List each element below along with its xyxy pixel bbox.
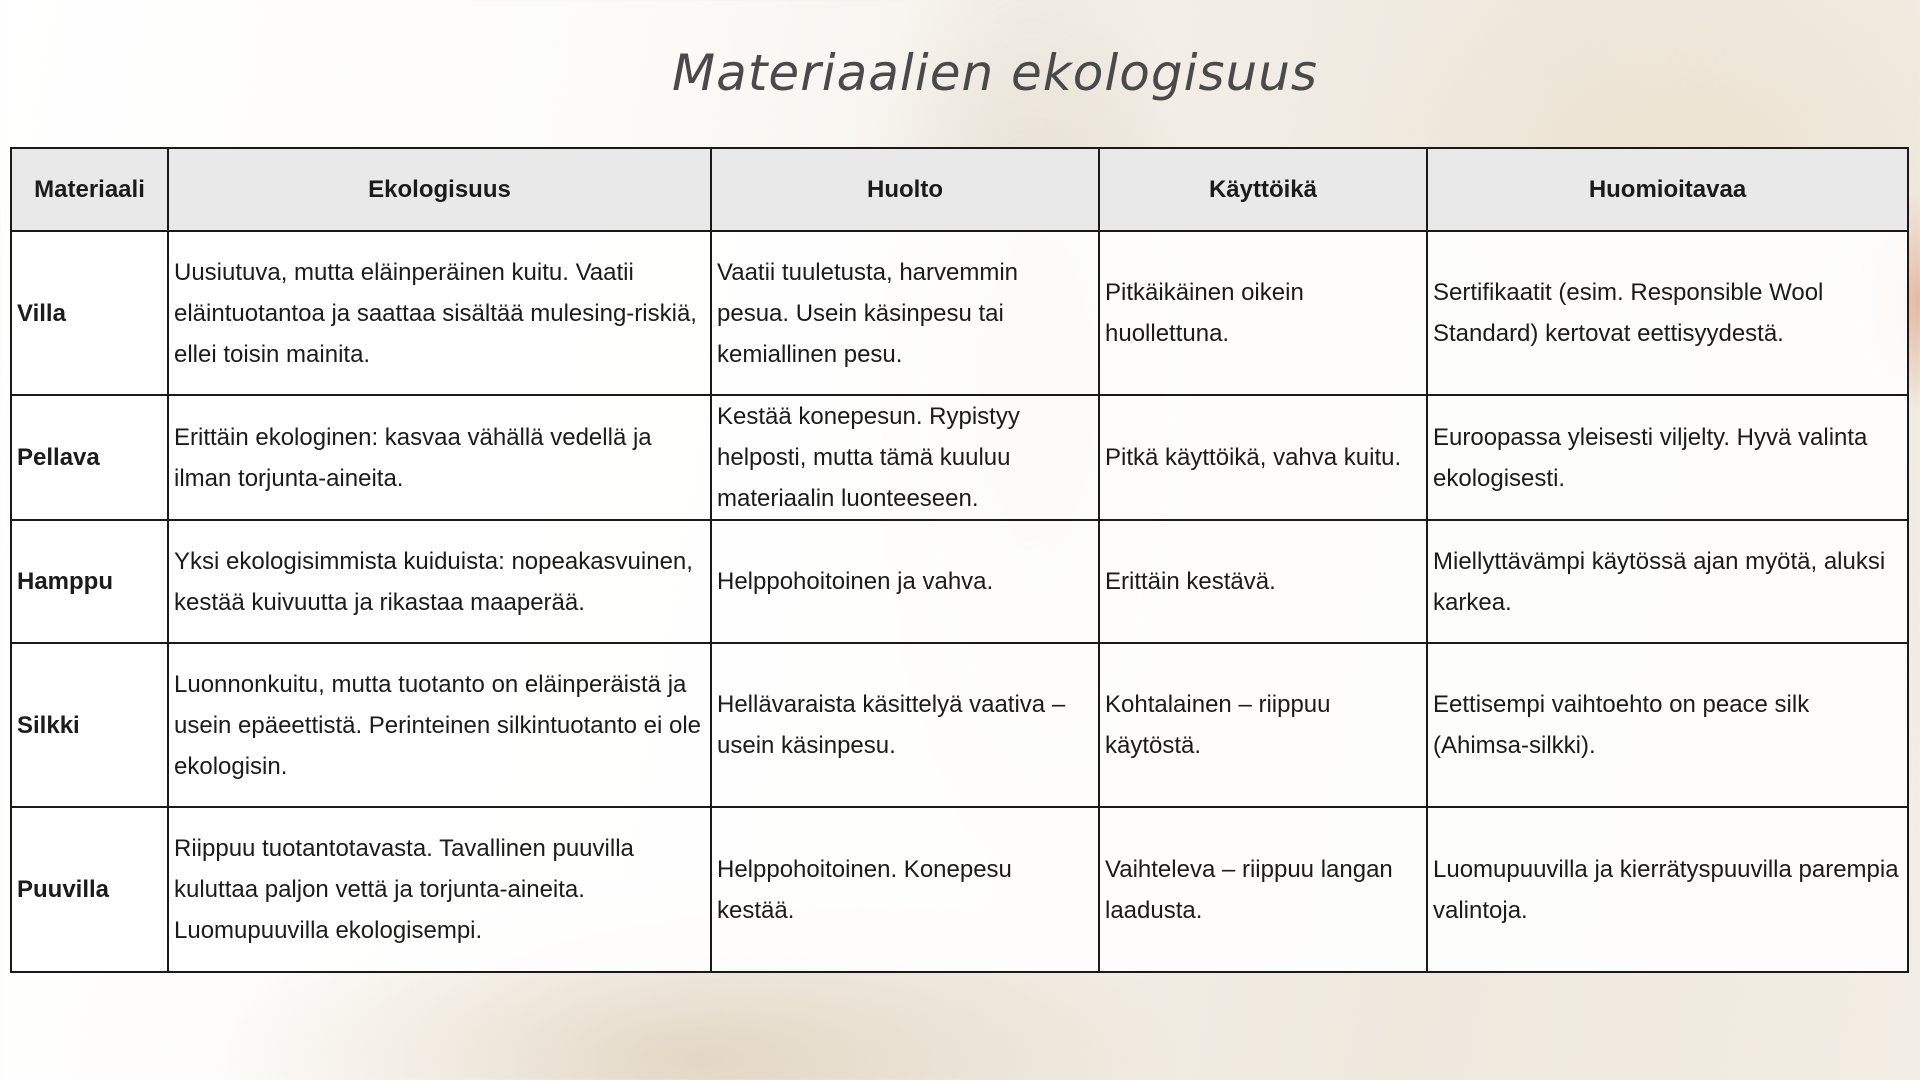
- notes-cell: Miellyttävämpi käytössä ajan myötä, aluksi karkea.: [1427, 520, 1908, 643]
- lifespan-cell: Pitkä käyttöikä, vahva kuitu.: [1099, 395, 1427, 520]
- ecology-cell: Erittäin ekologinen: kasvaa vähällä vedellä ja ilman torjunta-aineita.: [168, 395, 711, 520]
- material-cell: Pellava: [11, 395, 168, 520]
- ecology-cell: Riippuu tuotantotavasta. Tavallinen puuvilla kuluttaa paljon vettä ja torjunta-aineita. Luomupuuvilla ekologisempi.: [168, 807, 711, 972]
- table-header-row: [11, 148, 1908, 231]
- ecology-cell: Luonnonkuitu, mutta tuotanto on eläinperäistä ja usein epäeettistä. Perinteinen silkintuotanto ei ole ekologisin.: [168, 643, 711, 807]
- table-row: [11, 643, 1908, 807]
- lifespan-cell: Vaihteleva – riippuu langan laadusta.: [1099, 807, 1427, 972]
- table-row: [11, 807, 1908, 972]
- material-cell: Silkki: [11, 643, 168, 807]
- material-cell: Hamppu: [11, 520, 168, 643]
- table-row: [11, 395, 1908, 520]
- header-ecology: Ekologisuus: [168, 148, 711, 231]
- material-cell: Villa: [11, 231, 168, 395]
- table-row: [11, 520, 1908, 643]
- notes-cell: Eettisempi vaihtoehto on peace silk (Ahimsa-silkki).: [1427, 643, 1908, 807]
- notes-cell: Luomupuuvilla ja kierrätyspuuvilla parempia valintoja.: [1427, 807, 1908, 972]
- lifespan-cell: Pitkäikäinen oikein huollettuna.: [1099, 231, 1427, 395]
- lifespan-cell: Erittäin kestävä.: [1099, 520, 1427, 643]
- materials-table: [10, 147, 1909, 973]
- notes-cell: Sertifikaatit (esim. Responsible Wool Standard) kertovat eettisyydestä.: [1427, 231, 1908, 395]
- notes-cell: Euroopassa yleisesti viljelty. Hyvä valinta ekologisesti.: [1427, 395, 1908, 520]
- ecology-cell: Uusiutuva, mutta eläinperäinen kuitu. Vaatii eläintuotantoa ja saattaa sisältää mulesing-riskiä, ellei toisin mainita.: [168, 231, 711, 395]
- care-cell: Helppohoitoinen. Konepesu kestää.: [711, 807, 1099, 972]
- header-care: Huolto: [711, 148, 1099, 231]
- header-lifespan: Käyttöikä: [1099, 148, 1427, 231]
- care-cell: Kestää konepesun. Rypistyy helposti, mutta tämä kuuluu materiaalin luonteeseen.: [711, 395, 1099, 520]
- material-cell: Puuvilla: [11, 807, 168, 972]
- header-material: Materiaali: [11, 148, 168, 231]
- slide-title: Materiaalien ekologisuus: [672, 44, 1318, 102]
- ecology-cell: Yksi ekologisimmista kuiduista: nopeakasvuinen, kestää kuivuutta ja rikastaa maaperää.: [168, 520, 711, 643]
- care-cell: Vaatii tuuletusta, harvemmin pesua. Usein käsinpesu tai kemiallinen pesu.: [711, 231, 1099, 395]
- header-notes: Huomioitavaa: [1427, 148, 1908, 231]
- care-cell: Hellävaraista käsittelyä vaativa – usein käsinpesu.: [711, 643, 1099, 807]
- care-cell: Helppohoitoinen ja vahva.: [711, 520, 1099, 643]
- lifespan-cell: Kohtalainen – riippuu käytöstä.: [1099, 643, 1427, 807]
- table-row: [11, 231, 1908, 395]
